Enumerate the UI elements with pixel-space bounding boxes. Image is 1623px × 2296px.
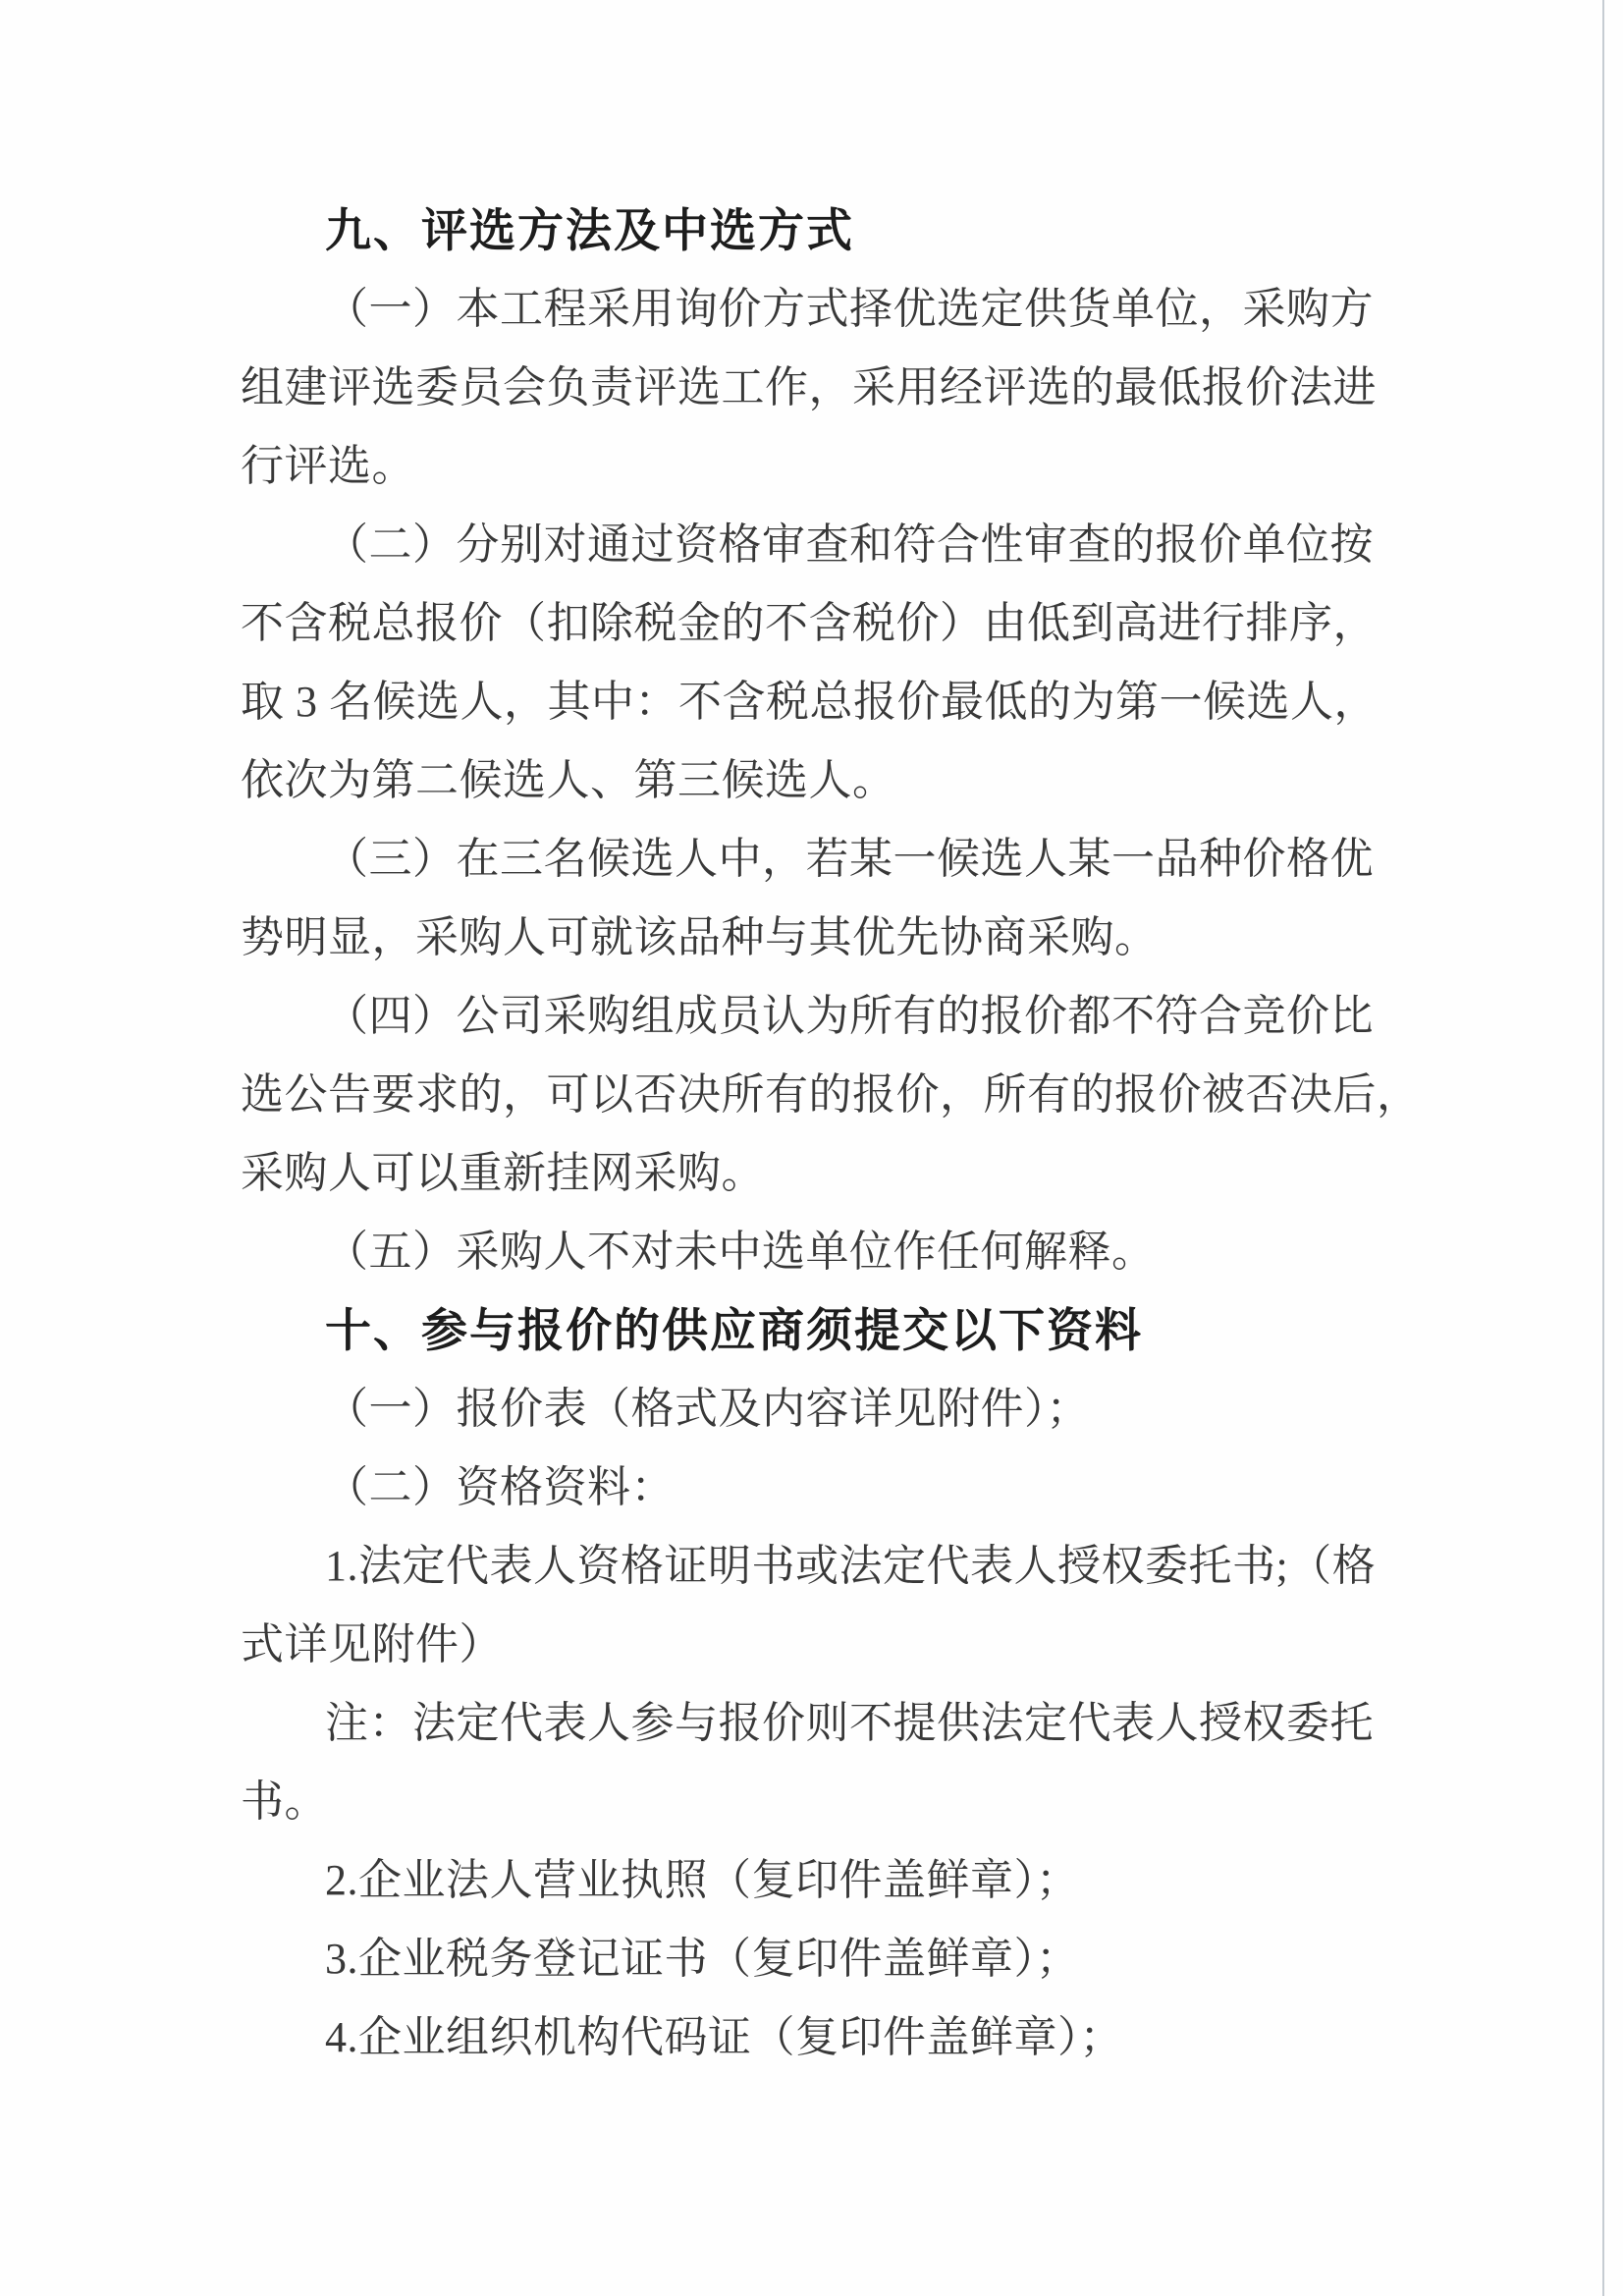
text-line: 采购人可以重新挂网采购。 [241,1149,765,1197]
text-line: 取 3 名候选人，其中：不含税总报价最低的为第一候选人， [241,678,1378,726]
text-line: 选公告要求的，可以否决所有的报价，所有的报价被否决后， [241,1070,1421,1119]
text-line: （二）分别对通过资格审查和符合性审查的报价单位按 [325,520,1374,569]
text-line: 1.法定代表人资格证明书或法定代表人授权委托书;（格 [325,1542,1377,1590]
text-line: 2.企业法人营业执照（复印件盖鲜章）； [325,1856,1080,1904]
text-line: 4.企业组织机构代码证（复印件盖鲜章）； [325,2013,1123,2061]
text-line: 势明显，采购人可就该品种与其优先协商采购。 [241,913,1159,961]
text-line: 式详见附件） [241,1620,503,1668]
text-line: （一）本工程采用询价方式择优选定供货单位，采购方 [325,285,1374,333]
section-heading: 十、参与报价的供应商须提交以下资料 [325,1304,1143,1356]
text-line: 书。 [241,1777,328,1826]
text-line: 不含税总报价（扣除税金的不含税价）由低到高进行排序， [241,599,1377,647]
text-line: （五）采购人不对未中选单位作任何解释。 [325,1228,1156,1276]
text-line: （一）报价表（格式及内容详见附件）； [325,1385,1090,1433]
section-heading: 九、评选方法及中选方式 [325,204,854,256]
text-line: （三）在三名候选人中，若某一候选人某一品种价格优 [325,835,1374,883]
text-line: 依次为第二候选人、第三候选人。 [241,756,896,804]
text-line: 3.企业税务登记证书（复印件盖鲜章）； [325,1935,1080,1983]
text-line: 注：法定代表人参与报价则不提供法定代表人授权委托 [325,1699,1374,1747]
document-text [241,191,1421,2077]
text-line: 行评选。 [241,442,415,490]
text-line: （二）资格资料： [325,1463,675,1511]
scan-edge-line-artifact [1602,0,1604,2296]
text-line: 组建评选委员会负责评选工作，采用经评选的最低报价法进 [241,363,1377,411]
text-line: （四）公司采购组成员认为所有的报价都不符合竞价比 [325,992,1374,1040]
